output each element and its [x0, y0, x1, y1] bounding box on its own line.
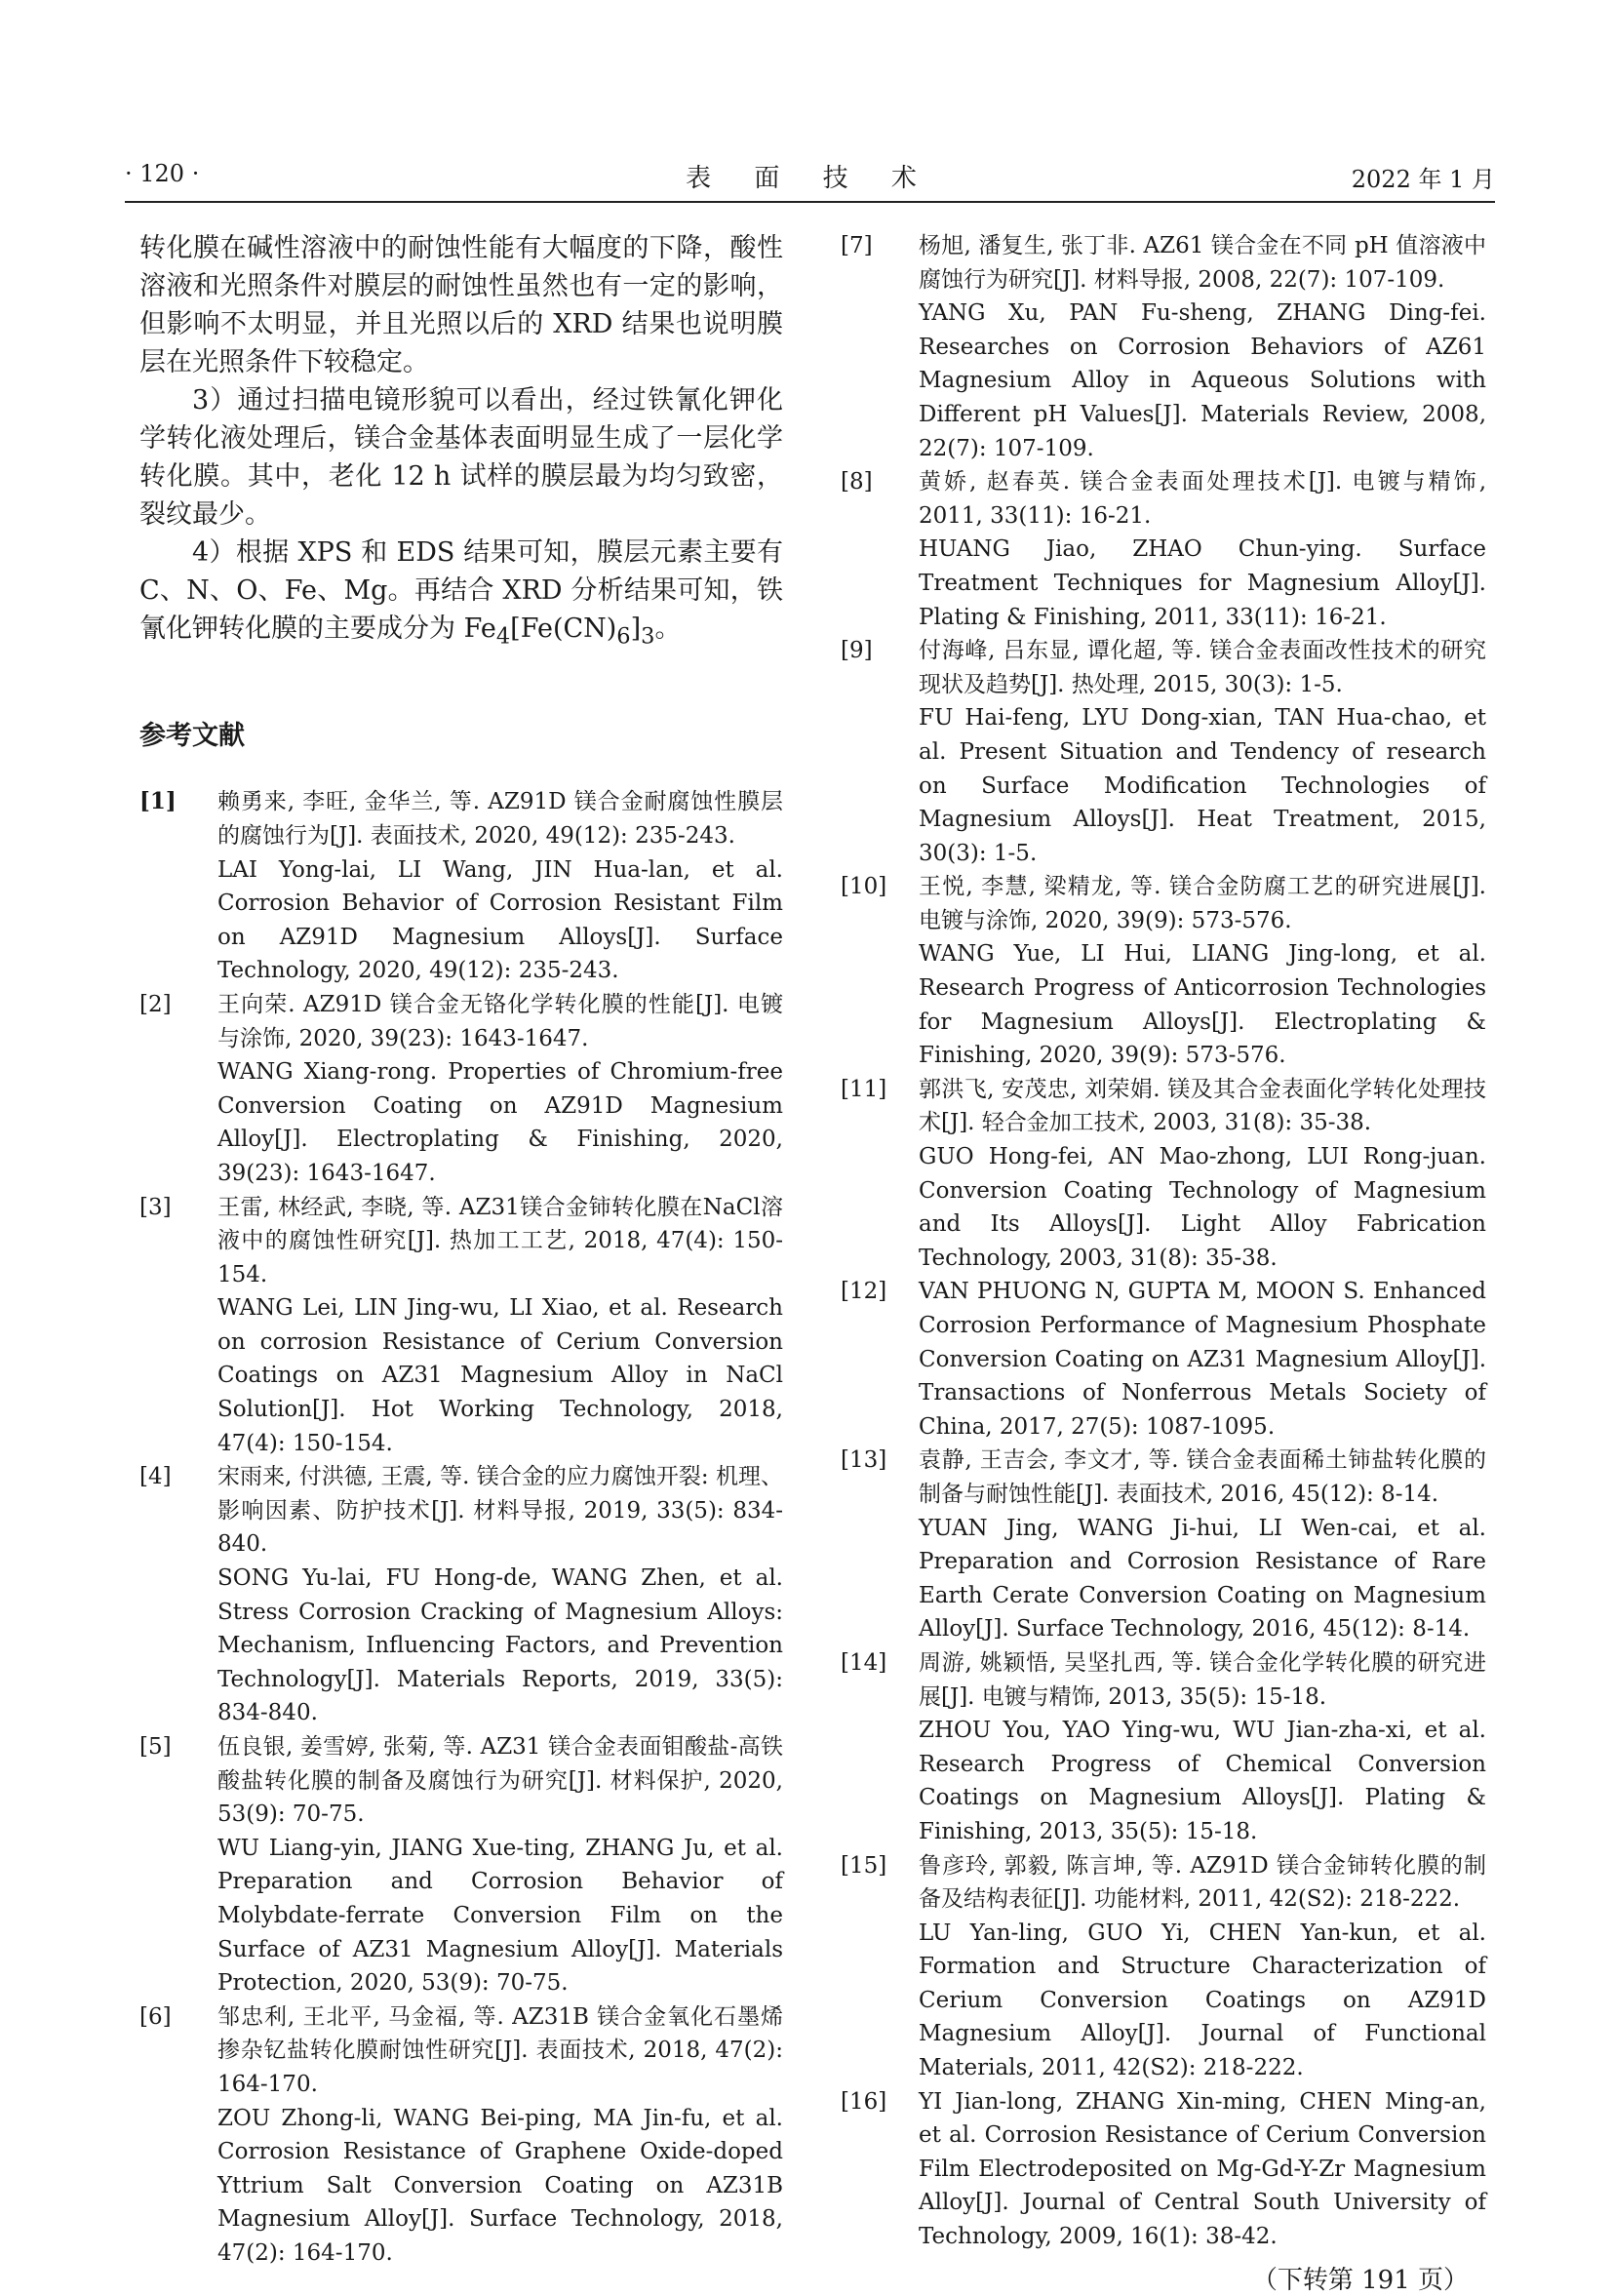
reference-item — [841, 1275, 1486, 1444]
reference-zh: 付海峰, 吕东显, 谭化超, 等. 镁合金表面改性技术的研究现状及趋势[J]. 热处理, 2015, 30(3): 1-5. — [919, 638, 1486, 697]
chemical-formula: $Fe_4[Fe(CN)_6]_3$ — [463, 614, 655, 650]
reference-zh: 黄娇, 赵春英. 镁合金表面处理技术[J]. 电镀与精饰, 2011, 33(11): 16-21. — [919, 469, 1486, 529]
reference-item — [841, 229, 1486, 465]
reference-item — [841, 1073, 1486, 1276]
conclusion-4-text: 4）根据 XPS 和 EDS 结果可知，膜层元素主要有 C、N、O、Fe、Mg。再结合 XRD 分析结果可知，铁氰化钾转化膜的主要成分为 — [139, 537, 783, 644]
conclusion-paragraph-continued: 转化膜在碱性溶液中的耐蚀性能有大幅度的下降，酸性溶液和光照条件对膜层的耐蚀性虽然也有一定的影响，但影响不太明显，并且光照以后的 XRD 结果也说明膜层在光照条件下较稳定。 — [139, 233, 783, 377]
reference-number: [2] — [139, 991, 172, 1017]
reference-item — [841, 1444, 1486, 1646]
reference-number: [5] — [139, 1734, 172, 1761]
reference-number: [14] — [841, 1649, 887, 1676]
reference-item — [841, 870, 1486, 1073]
continued-note: （下转第 191 页） — [1251, 2265, 1469, 2295]
reference-en: WU Liang-yin, JIANG Xue-ting, ZHANG Ju, et al. Preparation and Corrosion Behavior of Molybdate-ferrate Conversion Film on the Surface of AZ31 Magnesium Alloy[J]. Materials Protection, 2020, 53(9): 70-75. — [217, 1835, 783, 1997]
reference-number: [12] — [841, 1279, 887, 1305]
reference-number: [7] — [841, 233, 873, 258]
issue-date: 2022 年 1 月 — [1351, 166, 1495, 193]
reference-en: HUANG Jiao, ZHAO Chun-ying. Surface Treatment Techniques for Magnesium Alloy[J]. Plating & Finishing, 2011, 33(11): 16-21. — [919, 536, 1486, 630]
reference-number: [8] — [841, 469, 873, 495]
journal-title: 表 面 技 术 — [686, 164, 934, 193]
reference-en: FU Hai-feng, LYU Dong-xian, TAN Hua-chao, et al. Present Situation and Tendency of research on Surface Modification Technologies of Magnesium Alloys[J]. Heat Treatment, 2015, 30(3): 1-5. — [919, 705, 1486, 866]
reference-en: LAI Yong-lai, LI Wang, JIN Hua-lan, et al. Corrosion Behavior of Corrosion Resistant Film on AZ91D Magnesium Alloys[J]. Surface Technology, 2020, 49(12): 235-243. — [217, 856, 783, 984]
reference-en: GUO Hong-fei, AN Mao-zhong, LUI Rong-juan. Conversion Coating Technology of Magnesium and Its Alloys[J]. Light Alloy Fabrication Technology, 2003, 31(8): 35-38. — [919, 1144, 1486, 1271]
reference-zh: 宋雨来, 付洪德, 王震, 等. 镁合金的应力腐蚀开裂: 机理、影响因素、防护技术[J]. 材料导报, 2019, 33(5): 834-840. — [217, 1464, 783, 1558]
reference-item — [841, 1646, 1486, 1849]
reference-number: [15] — [841, 1852, 887, 1879]
reference-number: [3] — [139, 1194, 172, 1220]
reference-en: LU Yan-ling, GUO Yi, CHEN Yan-kun, et al. Formation and Structure Characterization of Cerium Conversion Coatings on AZ91D Magnesium Alloy[J]. Journal of Functional Materials, 2011, 42(S2): 218-222. — [919, 1920, 1486, 2081]
reference-zh: 郭洪飞, 安茂忠, 刘荣娟. 镁及其合金表面化学转化处理技术[J]. 轻合金加工技术, 2003, 31(8): 35-38. — [919, 1076, 1486, 1136]
reference-zh: 王雷, 林经武, 李晓, 等. AZ31镁合金铈转化膜在NaCl溶液中的腐蚀性研究[J]. 热加工工艺, 2018, 47(4): 150-154. — [217, 1194, 783, 1287]
reference-en: YI Jian-long, ZHANG Xin-ming, CHEN Ming-an, et al. Corrosion Resistance of Cerium Conversion Film Electrodeposited on Mg-Gd-Y-Zr Magnesium Alloy[J]. Journal of Central South University of Technology, 2009, 16(1): 38-42. — [919, 2088, 1486, 2250]
reference-item — [841, 465, 1486, 634]
reference-en: WANG Xiang-rong. Properties of Chromium-free Conversion Coating on AZ91D Magnesium Alloy[J]. Electroplating & Finishing, 2020, 39(23): 1643-1647. — [217, 1059, 783, 1186]
reference-zh: 鲁彦玲, 郭毅, 陈言坤, 等. AZ91D 镁合金铈转化膜的制备及结构表征[J]. 功能材料, 2011, 42(S2): 218-222. — [919, 1852, 1486, 1913]
reference-zh: 赖勇来, 李旺, 金华兰, 等. AZ91D 镁合金耐腐蚀性膜层的腐蚀行为[J]. 表面技术, 2020, 49(12): 235-243. — [217, 789, 783, 849]
reference-number: [10] — [841, 874, 887, 900]
reference-zh: 伍良银, 姜雪婷, 张菊, 等. AZ31 镁合金表面钼酸盐-高铁酸盐转化膜的制备及腐蚀行为研究[J]. 材料保护, 2020, 53(9): 70-75. — [217, 1734, 783, 1828]
reference-en: WANG Yue, LI Hui, LIANG Jing-long, et al. Research Progress of Anticorrosion Technologies for Magnesium Alloys[J]. Electroplating & Finishing, 2020, 39(9): 573-576. — [919, 941, 1486, 1069]
reference-item — [841, 634, 1486, 870]
reference-number: [9] — [841, 638, 873, 664]
page-header — [125, 156, 1495, 203]
reference-en: SONG Yu-lai, FU Hong-de, WANG Zhen, et al. Stress Corrosion Cracking of Magnesium Alloys: Mechanism, Influencing Factors, and Prevention Technology[J]. Materials Reports, 2019, 33(5): 834-840. — [217, 1565, 783, 1726]
reference-zh: 邹忠利, 王北平, 马金福, 等. AZ31B 镁合金氧化石墨烯掺杂钇盐转化膜耐蚀性研究[J]. 表面技术, 2018, 47(2): 164-170. — [217, 2003, 783, 2097]
reference-en: ZOU Zhong-li, WANG Bei-ping, MA Jin-fu, et al. Corrosion Resistance of Graphene Oxide-doped Yttrium Salt Conversion Coating on AZ31B Magnesium Alloy[J]. Surface Technology, 2018, 47(2): 164-170. — [217, 2105, 783, 2266]
reference-number: [13] — [841, 1447, 887, 1474]
reference-item — [139, 988, 783, 1191]
reference-number: [1] — [139, 788, 177, 815]
reference-en: YANG Xu, PAN Fu-sheng, ZHANG Ding-fei. Researches on Corrosion Behaviors of AZ61 Magnesium Alloy in Aqueous Solutions with Different pH Values[J]. Materials Review, 2008, 22(7): 107-109. — [919, 300, 1486, 461]
reference-en: WANG Lei, LIN Jing-wu, LI Xiao, et al. Research on corrosion Resistance of Cerium Conversion Coatings on AZ31 Magnesium Alloy in NaCl Solution[J]. Hot Working Technology, 2018, 47(4): 150-154. — [217, 1295, 783, 1456]
reference-item — [139, 785, 783, 988]
reference-item — [139, 1191, 783, 1461]
reference-item — [139, 1460, 783, 1730]
reference-number: [6] — [139, 2003, 172, 2030]
reference-zh: 王悦, 李慧, 梁精龙, 等. 镁合金防腐工艺的研究进展[J]. 电镀与涂饰, 2020, 39(9): 573-576. — [919, 874, 1486, 933]
reference-en: ZHOU You, YAO Ying-wu, WU Jian-zha-xi, et al. Research Progress of Chemical Conversion Coatings on Magnesium Alloys[J]. Plating & Finishing, 2013, 35(5): 15-18. — [919, 1718, 1486, 1844]
conclusion-paragraph-3: 3）通过扫描电镜形貌可以看出，经过铁氰化钾化学转化液处理后，镁合金基体表面明显生成了一层化学转化膜。其中，老化 12 h 试样的膜层最为均匀致密，裂纹最少。 — [139, 385, 783, 530]
reference-item — [139, 2000, 783, 2271]
reference-number: [11] — [841, 1076, 887, 1102]
reference-zh: 杨旭, 潘复生, 张丁非. AZ61 镁合金在不同 pH 值溶液中腐蚀行为研究[J]. 材料导报, 2008, 22(7): 107-109. — [919, 233, 1486, 293]
reference-zh: 王向荣. AZ91D 镁合金无铬化学转化膜的性能[J]. 电镀与涂饰, 2020, 39(23): 1643-1647. — [217, 991, 783, 1051]
right-column — [841, 229, 1486, 2296]
reference-item — [841, 1849, 1486, 2085]
reference-number: [4] — [139, 1464, 172, 1490]
reference-en: YUAN Jing, WANG Ji-hui, LI Wen-cai, et al. Preparation and Corrosion Resistance of Rare Earth Cerate Conversion Coating on Magnesium Alloy[J]. Surface Technology, 2016, 45(12): 8-14. — [919, 1515, 1486, 1643]
reference-zh: 袁静, 王吉会, 李文才, 等. 镁合金表面稀土铈盐转化膜的制备与耐蚀性能[J]. 表面技术, 2016, 45(12): 8-14. — [919, 1447, 1486, 1507]
references-heading: 参考文献 — [139, 721, 245, 752]
left-column — [139, 229, 783, 2271]
reference-en: VAN PHUONG N, GUPTA M, MOON S. Enhanced Corrosion Performance of Magnesium Phosphate Conversion Coating on AZ31 Magnesium Alloy[J]. Transactions of Nonferrous Metals Society of China, 2017, 27(5): 1087-1095. — [919, 1279, 1486, 1440]
reference-item — [139, 1730, 783, 2000]
conclusion-paragraph-4: 4）根据 XPS 和 EDS 结果可知，膜层元素主要有 C、N、O、Fe、Mg。再结合 XRD 分析结果可知，铁氰化钾转化膜的主要成分为 $Fe_4[Fe(CN)_6]_3$。 — [139, 537, 783, 650]
page-number: · 120 · — [125, 160, 200, 187]
reference-number: [16] — [841, 2088, 887, 2115]
reference-zh: 周游, 姚颖悟, 吴坚扎西, 等. 镁合金化学转化膜的研究进展[J]. 电镀与精饰, 2013, 35(5): 15-18. — [919, 1649, 1486, 1710]
reference-item — [841, 2085, 1486, 2254]
